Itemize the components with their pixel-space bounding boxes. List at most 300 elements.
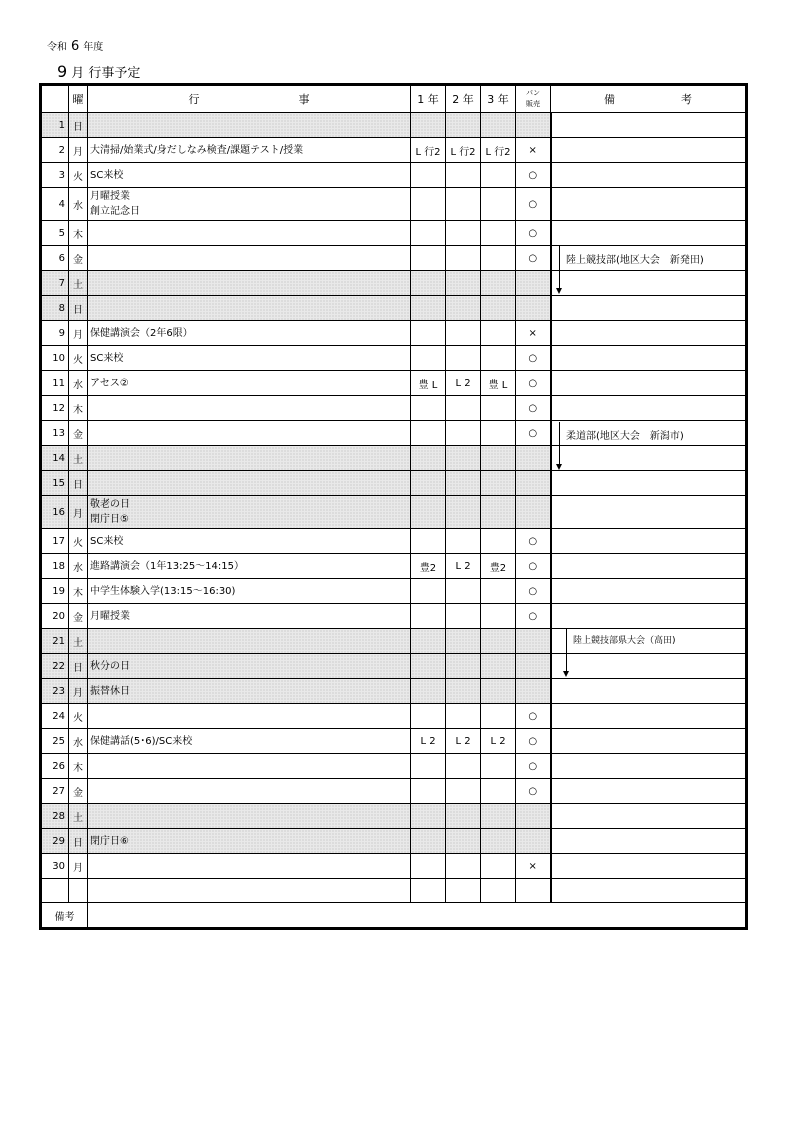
bread-sale-cell bbox=[516, 296, 551, 321]
day-cell: 23 bbox=[42, 679, 69, 704]
weekday-cell: 土 bbox=[69, 804, 88, 829]
weekday-cell: 土 bbox=[69, 446, 88, 471]
day-cell: 5 bbox=[42, 221, 69, 246]
remarks-cell bbox=[551, 879, 746, 903]
grade3-cell bbox=[481, 446, 516, 471]
grade2-cell bbox=[446, 529, 481, 554]
remarks-cell bbox=[551, 271, 746, 296]
weekday-cell: 金 bbox=[69, 604, 88, 629]
grade2-cell bbox=[446, 496, 481, 529]
remarks-cell bbox=[551, 679, 746, 704]
header-remarks: 備 考 bbox=[551, 86, 746, 113]
grade1-cell bbox=[411, 113, 446, 138]
grade3-cell bbox=[481, 346, 516, 371]
grade3-cell bbox=[481, 829, 516, 854]
remarks-cell bbox=[551, 704, 746, 729]
weekday-cell: 月 bbox=[69, 138, 88, 163]
grade2-cell bbox=[446, 346, 481, 371]
day-cell: 10 bbox=[42, 346, 69, 371]
event-cell bbox=[88, 471, 411, 496]
bread-sale-cell: × bbox=[516, 854, 551, 879]
grade3-cell bbox=[481, 604, 516, 629]
grade3-cell bbox=[481, 113, 516, 138]
notes-content bbox=[88, 903, 746, 928]
event-line: 月曜授業 bbox=[90, 191, 130, 202]
header-grade2: 2 年 bbox=[446, 86, 481, 113]
event-cell bbox=[88, 163, 411, 188]
remarks-cell bbox=[551, 829, 746, 854]
grade3-cell bbox=[481, 296, 516, 321]
weekday-cell: 土 bbox=[69, 271, 88, 296]
bread-sale-cell bbox=[516, 496, 551, 529]
grade1-cell bbox=[411, 854, 446, 879]
table-row bbox=[42, 296, 746, 321]
grade2-cell bbox=[446, 296, 481, 321]
weekday-cell: 日 bbox=[69, 296, 88, 321]
era-name: 令和 bbox=[47, 42, 67, 53]
event-cell bbox=[88, 188, 411, 221]
table-row bbox=[42, 754, 746, 779]
event-cell bbox=[88, 729, 411, 754]
remarks-cell bbox=[551, 446, 746, 471]
remarks-cell bbox=[551, 221, 746, 246]
event-line: 閉庁日⑥ bbox=[90, 835, 129, 847]
grade1-cell bbox=[411, 188, 446, 221]
event-cell bbox=[88, 271, 411, 296]
remarks-cell bbox=[551, 529, 746, 554]
day-cell: 4 bbox=[42, 188, 69, 221]
weekday-cell: 木 bbox=[69, 754, 88, 779]
event-cell bbox=[88, 679, 411, 704]
remark-track-district-arrow-icon bbox=[556, 288, 562, 294]
notes-label: 備考 bbox=[42, 903, 88, 928]
remarks-cell bbox=[551, 804, 746, 829]
grade3-cell bbox=[481, 679, 516, 704]
day-cell: 22 bbox=[42, 654, 69, 679]
remarks-cell bbox=[551, 346, 746, 371]
day-cell: 3 bbox=[42, 163, 69, 188]
bread-sale-cell bbox=[516, 679, 551, 704]
weekday-cell: 火 bbox=[69, 163, 88, 188]
weekday-cell: 月 bbox=[69, 321, 88, 346]
grade3-cell bbox=[481, 496, 516, 529]
remark-judo-district-arrow-icon bbox=[556, 464, 562, 470]
day-cell: 24 bbox=[42, 704, 69, 729]
grade3-cell bbox=[481, 804, 516, 829]
weekday-cell: 木 bbox=[69, 579, 88, 604]
table-row bbox=[42, 729, 746, 754]
bread-sale-cell bbox=[516, 271, 551, 296]
weekday-cell: 金 bbox=[69, 246, 88, 271]
grade2-cell bbox=[446, 221, 481, 246]
remark-track-prefecture-arrow-icon bbox=[563, 671, 569, 677]
table-row bbox=[42, 804, 746, 829]
bread-sale-cell: ○ bbox=[516, 529, 551, 554]
weekday-cell: 水 bbox=[69, 371, 88, 396]
grade3-cell bbox=[481, 704, 516, 729]
weekday-cell: 火 bbox=[69, 346, 88, 371]
table-row bbox=[42, 679, 746, 704]
grade1-cell bbox=[411, 829, 446, 854]
table-row bbox=[42, 779, 746, 804]
grade3-cell bbox=[481, 271, 516, 296]
event-line: 秋分の日 bbox=[90, 660, 130, 672]
bread-sale-cell: ○ bbox=[516, 163, 551, 188]
day-cell: 14 bbox=[42, 446, 69, 471]
grade3-cell: L 2 bbox=[481, 729, 516, 754]
remarks-cell bbox=[551, 371, 746, 396]
event-cell bbox=[88, 371, 411, 396]
remarks-cell bbox=[551, 854, 746, 879]
grade3-cell bbox=[481, 879, 516, 903]
event-line: 保健講話(5･6)/SC来校 bbox=[90, 735, 193, 747]
day-cell: 19 bbox=[42, 579, 69, 604]
fiscal-year-suffix: 年度 bbox=[83, 42, 104, 53]
event-line: 創立記念日 bbox=[90, 206, 140, 217]
grade3-cell bbox=[481, 246, 516, 271]
grade2-cell bbox=[446, 246, 481, 271]
header-bread-sale bbox=[516, 86, 551, 113]
event-cell bbox=[88, 246, 411, 271]
header-day bbox=[42, 86, 69, 113]
event-cell bbox=[88, 704, 411, 729]
table-row bbox=[42, 446, 746, 471]
table-row bbox=[42, 704, 746, 729]
grade3-cell bbox=[481, 579, 516, 604]
event-cell bbox=[88, 854, 411, 879]
remarks-cell bbox=[551, 138, 746, 163]
header-grade1: 1 年 bbox=[411, 86, 446, 113]
event-cell bbox=[88, 754, 411, 779]
grade2-cell bbox=[446, 421, 481, 446]
weekday-cell: 土 bbox=[69, 629, 88, 654]
remark-judo-district: 柔道部(地区大会 新潟市) bbox=[566, 431, 684, 442]
grade2-cell bbox=[446, 654, 481, 679]
grade3-cell bbox=[481, 221, 516, 246]
event-cell bbox=[88, 138, 411, 163]
weekday-cell: 日 bbox=[69, 654, 88, 679]
notes-row bbox=[42, 903, 746, 928]
bread-sale-cell: ○ bbox=[516, 346, 551, 371]
grade3-cell bbox=[481, 654, 516, 679]
bread-sale-cell bbox=[516, 829, 551, 854]
grade2-cell bbox=[446, 446, 481, 471]
grade2-cell bbox=[446, 754, 481, 779]
event-line: 進路講演会（1年13:25～14:15） bbox=[90, 560, 244, 572]
weekday-cell: 水 bbox=[69, 554, 88, 579]
grade2-cell bbox=[446, 579, 481, 604]
grade1-cell bbox=[411, 246, 446, 271]
event-cell bbox=[88, 579, 411, 604]
bread-sale-cell: × bbox=[516, 138, 551, 163]
event-line: 保健講演会（2年6限） bbox=[90, 327, 193, 339]
weekday-cell: 木 bbox=[69, 221, 88, 246]
grade2-cell bbox=[446, 321, 481, 346]
table-row bbox=[42, 471, 746, 496]
grade1-cell bbox=[411, 221, 446, 246]
grade2-cell bbox=[446, 604, 481, 629]
bread-sale-cell: ○ bbox=[516, 221, 551, 246]
weekday-cell: 火 bbox=[69, 704, 88, 729]
table-row bbox=[42, 221, 746, 246]
event-line: 中学生体験入学(13:15～16:30) bbox=[90, 585, 236, 597]
day-cell: 28 bbox=[42, 804, 69, 829]
weekday-cell: 日 bbox=[69, 113, 88, 138]
grade3-cell bbox=[481, 163, 516, 188]
grade2-cell: L 行2 bbox=[446, 138, 481, 163]
event-cell bbox=[88, 421, 411, 446]
grade1-cell bbox=[411, 321, 446, 346]
grade1-cell: 豊 L bbox=[411, 371, 446, 396]
grade2-cell bbox=[446, 163, 481, 188]
grade1-cell bbox=[411, 654, 446, 679]
bread-sale-cell bbox=[516, 879, 551, 903]
page-title bbox=[57, 62, 140, 81]
table-row bbox=[42, 604, 746, 629]
grade1-cell bbox=[411, 446, 446, 471]
grade3-cell bbox=[481, 321, 516, 346]
bread-sale-cell: ○ bbox=[516, 779, 551, 804]
event-cell bbox=[88, 346, 411, 371]
grade1-cell: L 行2 bbox=[411, 138, 446, 163]
grade2-cell: L 2 bbox=[446, 371, 481, 396]
table-row bbox=[42, 396, 746, 421]
grade1-cell bbox=[411, 879, 446, 903]
remarks-cell bbox=[551, 729, 746, 754]
bread-sale-cell bbox=[516, 113, 551, 138]
bread-sale-cell: ○ bbox=[516, 754, 551, 779]
event-line: 閉庁日⑤ bbox=[90, 514, 129, 525]
day-cell: 9 bbox=[42, 321, 69, 346]
bread-sale-cell bbox=[516, 471, 551, 496]
month-suffix: 月 bbox=[71, 66, 85, 81]
grade3-cell: 豊 L bbox=[481, 371, 516, 396]
day-cell: 1 bbox=[42, 113, 69, 138]
grade1-cell: L 2 bbox=[411, 729, 446, 754]
table-row bbox=[42, 188, 746, 221]
grade1-cell bbox=[411, 604, 446, 629]
bread-sale-cell: ○ bbox=[516, 604, 551, 629]
grade1-cell bbox=[411, 629, 446, 654]
day-cell: 27 bbox=[42, 779, 69, 804]
event-cell bbox=[88, 496, 411, 529]
day-cell: 13 bbox=[42, 421, 69, 446]
bread-sale-cell bbox=[516, 804, 551, 829]
event-cell bbox=[88, 554, 411, 579]
event-line: 振替休日 bbox=[90, 685, 130, 697]
event-cell bbox=[88, 446, 411, 471]
day-cell: 18 bbox=[42, 554, 69, 579]
table-header-row bbox=[42, 86, 746, 113]
grade2-cell bbox=[446, 829, 481, 854]
bread-sale-cell: ○ bbox=[516, 396, 551, 421]
grade2-cell bbox=[446, 188, 481, 221]
weekday-cell: 火 bbox=[69, 529, 88, 554]
table-row bbox=[42, 113, 746, 138]
table-row bbox=[42, 854, 746, 879]
weekday-cell: 金 bbox=[69, 779, 88, 804]
grade1-cell bbox=[411, 679, 446, 704]
bread-sale-cell: ○ bbox=[516, 246, 551, 271]
bread-sale-cell: ○ bbox=[516, 371, 551, 396]
day-cell: 25 bbox=[42, 729, 69, 754]
grade3-cell bbox=[481, 188, 516, 221]
table-row bbox=[42, 271, 746, 296]
day-cell: 15 bbox=[42, 471, 69, 496]
grade3-cell bbox=[481, 629, 516, 654]
table-row bbox=[42, 654, 746, 679]
grade1-cell bbox=[411, 804, 446, 829]
bread-sale-cell: ○ bbox=[516, 554, 551, 579]
grade2-cell bbox=[446, 704, 481, 729]
remarks-cell bbox=[551, 779, 746, 804]
grade3-cell: 豊2 bbox=[481, 554, 516, 579]
header-grade3: 3 年 bbox=[481, 86, 516, 113]
grade2-cell bbox=[446, 471, 481, 496]
grade2-cell bbox=[446, 271, 481, 296]
remark-track-prefecture-arrow-line bbox=[566, 629, 567, 673]
bread-sale-cell: ○ bbox=[516, 704, 551, 729]
grade1-cell bbox=[411, 296, 446, 321]
day-cell: 11 bbox=[42, 371, 69, 396]
bread-sale-cell: ○ bbox=[516, 188, 551, 221]
day-cell: 16 bbox=[42, 496, 69, 529]
event-cell bbox=[88, 779, 411, 804]
event-line: SC来校 bbox=[90, 169, 124, 181]
grade1-cell bbox=[411, 421, 446, 446]
remarks-cell bbox=[551, 163, 746, 188]
remarks-cell bbox=[551, 321, 746, 346]
grade2-cell bbox=[446, 113, 481, 138]
day-cell: 21 bbox=[42, 629, 69, 654]
day-cell: 2 bbox=[42, 138, 69, 163]
table-row bbox=[42, 371, 746, 396]
grade3-cell: L 行2 bbox=[481, 138, 516, 163]
weekday-cell bbox=[69, 879, 88, 903]
weekday-cell: 月 bbox=[69, 679, 88, 704]
remarks-cell bbox=[551, 579, 746, 604]
grade2-cell bbox=[446, 804, 481, 829]
bread-sale-cell: ○ bbox=[516, 421, 551, 446]
grade1-cell: 豊2 bbox=[411, 554, 446, 579]
event-line: SC来校 bbox=[90, 352, 124, 364]
day-cell: 30 bbox=[42, 854, 69, 879]
grade3-cell bbox=[481, 754, 516, 779]
grade1-cell bbox=[411, 779, 446, 804]
bread-sale-cell bbox=[516, 654, 551, 679]
event-line: 敬老の日 bbox=[90, 499, 130, 510]
header-events: 行 事 bbox=[88, 86, 411, 113]
weekday-cell: 水 bbox=[69, 729, 88, 754]
event-cell bbox=[88, 879, 411, 903]
weekday-cell: 木 bbox=[69, 396, 88, 421]
title-text: 行事予定 bbox=[88, 66, 141, 81]
month-number: 9 bbox=[57, 62, 68, 81]
grade3-cell bbox=[481, 421, 516, 446]
grade3-cell bbox=[481, 396, 516, 421]
table-row bbox=[42, 346, 746, 371]
grade1-cell bbox=[411, 346, 446, 371]
weekday-cell: 月 bbox=[69, 496, 88, 529]
bread-sale-cell: ○ bbox=[516, 729, 551, 754]
grade1-cell bbox=[411, 579, 446, 604]
event-line: 大清掃/始業式/身だしなみ検査/課題テスト/授業 bbox=[90, 144, 304, 156]
day-cell: 17 bbox=[42, 529, 69, 554]
event-cell bbox=[88, 604, 411, 629]
bread-sale-cell: × bbox=[516, 321, 551, 346]
table-row bbox=[42, 579, 746, 604]
grade2-cell bbox=[446, 779, 481, 804]
day-cell: 26 bbox=[42, 754, 69, 779]
grade2-cell bbox=[446, 854, 481, 879]
table-row bbox=[42, 138, 746, 163]
weekday-cell: 日 bbox=[69, 829, 88, 854]
event-cell bbox=[88, 396, 411, 421]
remark-track-district-arrow-line bbox=[559, 246, 560, 290]
remarks-cell bbox=[551, 188, 746, 221]
remarks-cell bbox=[551, 296, 746, 321]
event-cell bbox=[88, 221, 411, 246]
remarks-cell bbox=[551, 754, 746, 779]
header-bread-sale-line2: 販売 bbox=[526, 100, 540, 108]
day-cell: 8 bbox=[42, 296, 69, 321]
event-cell bbox=[88, 629, 411, 654]
grade2-cell: L 2 bbox=[446, 729, 481, 754]
grade2-cell bbox=[446, 879, 481, 903]
bread-sale-cell: ○ bbox=[516, 579, 551, 604]
grade3-cell bbox=[481, 779, 516, 804]
event-cell bbox=[88, 829, 411, 854]
bread-sale-cell bbox=[516, 629, 551, 654]
table-row bbox=[42, 163, 746, 188]
schedule-table bbox=[41, 85, 746, 928]
remarks-cell bbox=[551, 554, 746, 579]
table-row bbox=[42, 554, 746, 579]
grade2-cell bbox=[446, 679, 481, 704]
event-cell bbox=[88, 804, 411, 829]
remarks-cell bbox=[551, 396, 746, 421]
table-row bbox=[42, 321, 746, 346]
remarks-cell bbox=[551, 654, 746, 679]
day-cell: 12 bbox=[42, 396, 69, 421]
schedule-body bbox=[42, 113, 746, 903]
grade3-cell bbox=[481, 471, 516, 496]
remarks-cell bbox=[551, 471, 746, 496]
table-row bbox=[42, 496, 746, 529]
grade1-cell bbox=[411, 163, 446, 188]
remarks-cell bbox=[551, 604, 746, 629]
remarks-cell bbox=[551, 113, 746, 138]
day-cell: 20 bbox=[42, 604, 69, 629]
grade1-cell bbox=[411, 529, 446, 554]
header-weekday: 曜 bbox=[69, 86, 88, 113]
grade1-cell bbox=[411, 271, 446, 296]
event-line: 月曜授業 bbox=[90, 610, 130, 622]
event-cell bbox=[88, 113, 411, 138]
grade1-cell bbox=[411, 754, 446, 779]
remarks-cell bbox=[551, 496, 746, 529]
table-row bbox=[42, 879, 746, 903]
weekday-cell: 月 bbox=[69, 854, 88, 879]
event-cell bbox=[88, 529, 411, 554]
header-bread-sale-line1: パン bbox=[526, 89, 540, 97]
remark-track-district: 陸上競技部(地区大会 新発田) bbox=[566, 255, 704, 266]
grade3-cell bbox=[481, 854, 516, 879]
bread-sale-cell bbox=[516, 446, 551, 471]
grade3-cell bbox=[481, 529, 516, 554]
day-cell bbox=[42, 879, 69, 903]
remark-judo-district-arrow-line bbox=[559, 422, 560, 466]
